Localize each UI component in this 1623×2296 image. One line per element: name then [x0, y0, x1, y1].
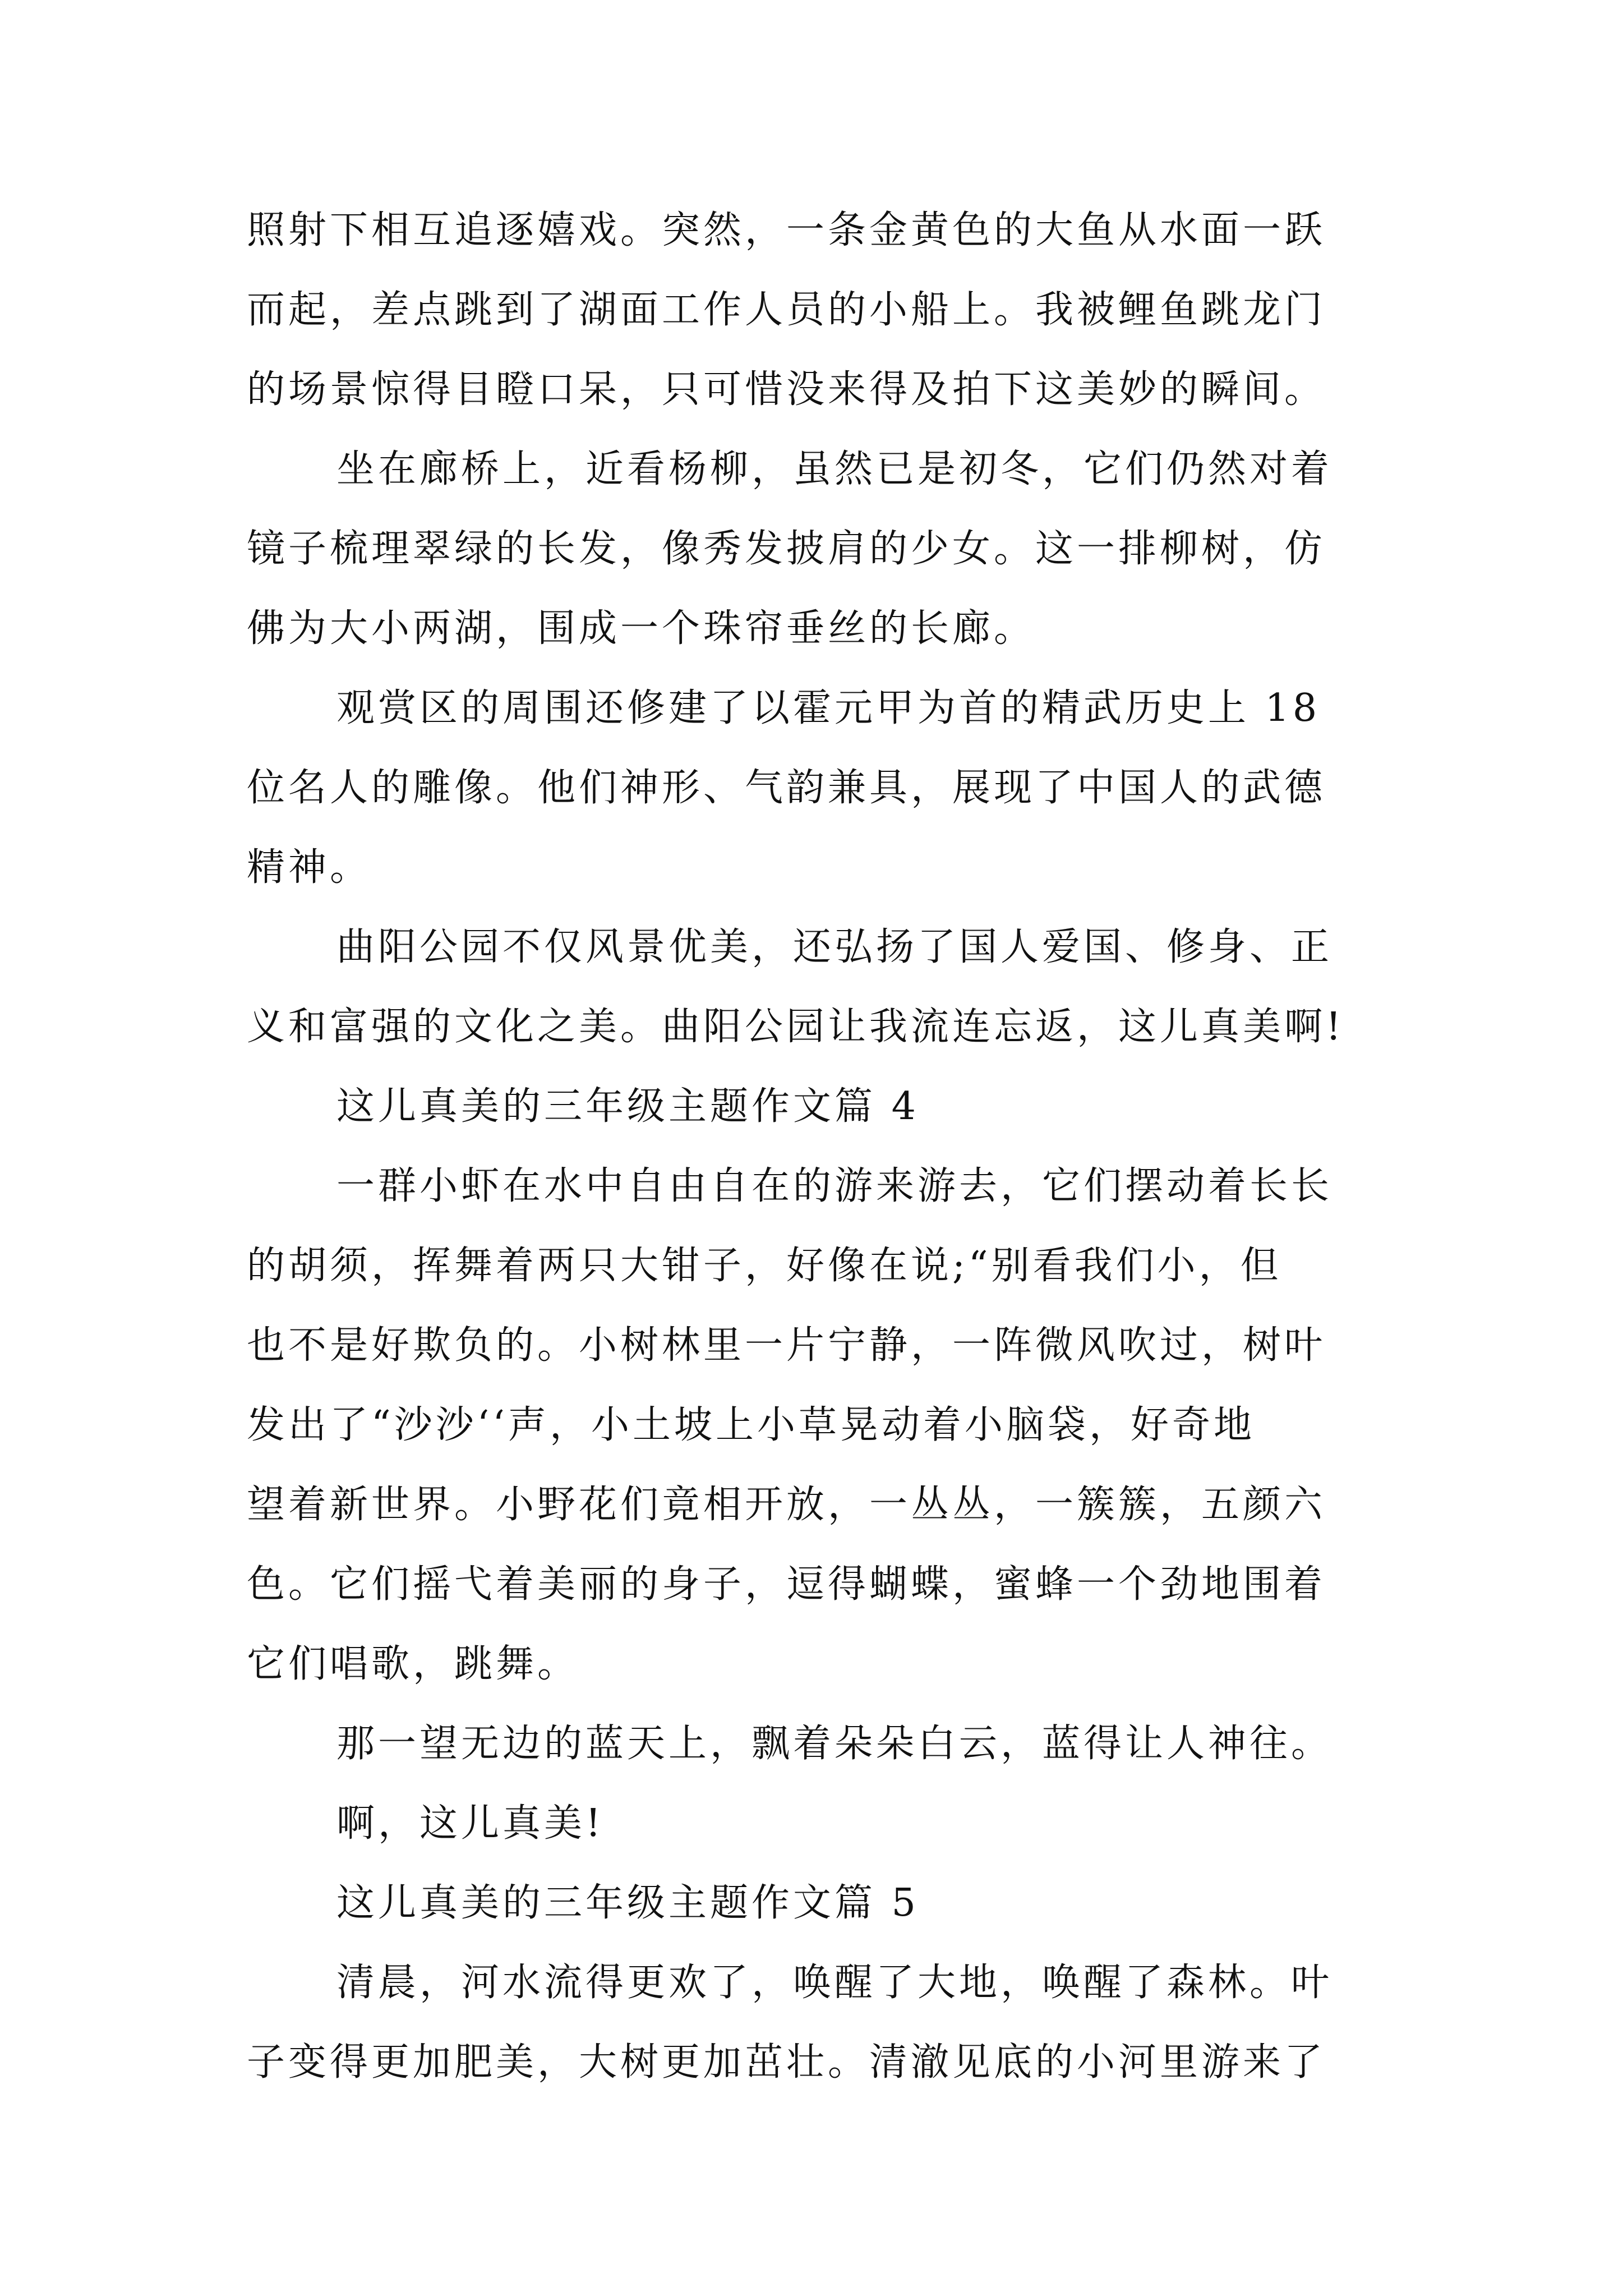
text-line: 色。它们摇弋着美丽的身子，逗得蝴蝶，蜜蜂一个劲地围着: [247, 1562, 1326, 1607]
text-line: 那一望无边的蓝天上，飘着朵朵白云，蓝得让人神往。: [336, 1722, 1333, 1766]
text-line: 观赏区的周围还修建了以霍元甲为首的精武历史上 18: [336, 686, 1321, 730]
text-line: 望着新世界。小野花们竟相开放，一丛丛，一簇簇，五颜六: [247, 1483, 1326, 1527]
text-line: 的胡须，挥舞着两只大钳子，好像在说;“别看我们小，但: [247, 1244, 1282, 1288]
text-line: 而起，差点跳到了湖面工作人员的小船上。我被鲤鱼跳龙门: [247, 288, 1326, 332]
section-heading: 这儿真美的三年级主题作文篇 4: [336, 1084, 919, 1129]
text-line: 一群小虾在水中自由自在的游来游去，它们摆动着长长: [336, 1164, 1333, 1208]
text-line: 清晨，河水流得更欢了，唤醒了大地，唤醒了森林。叶: [336, 1961, 1333, 2005]
text-line: 义和富强的文化之美。曲阳公园让我流连忘返，这儿真美啊!: [247, 1005, 1345, 1049]
text-line: 坐在廊桥上，近看杨柳，虽然已是初冬，它们仍然对着: [336, 447, 1333, 491]
text-line: 镜子梳理翠绿的长发，像秀发披肩的少女。这一排柳树，仿: [247, 527, 1326, 571]
text-line: 它们唱歌，跳舞。: [247, 1642, 579, 1686]
section-heading: 这儿真美的三年级主题作文篇 5: [336, 1881, 919, 1925]
text-line: 子变得更加肥美，大树更加茁壮。清澈见底的小河里游来了: [247, 2040, 1326, 2085]
text-line: 精神。: [247, 845, 372, 890]
text-line: 发出了“沙沙‘‘声，小土坡上小草晃动着小脑袋，好奇地: [247, 1403, 1255, 1447]
body-text: [247, 191, 1424, 2102]
text-line: 曲阳公园不仅风景优美，还弘扬了国人爱国、修身、正: [336, 925, 1333, 969]
text-line: 也不是好欺负的。小树林里一片宁静，一阵微风吹过，树叶: [247, 1323, 1326, 1368]
text-line: 位名人的雕像。他们神形、气韵兼具，展现了中国人的武德: [247, 766, 1326, 810]
text-line: 的场景惊得目瞪口呆，只可惜没来得及拍下这美妙的瞬间。: [247, 367, 1326, 412]
text-line: 啊，这儿真美!: [336, 1801, 605, 1846]
text-line: 照射下相互追逐嬉戏。突然，一条金黄色的大鱼从水面一跃: [247, 208, 1326, 252]
text-line: 佛为大小两湖，围成一个珠帘垂丝的长廊。: [247, 606, 1036, 651]
